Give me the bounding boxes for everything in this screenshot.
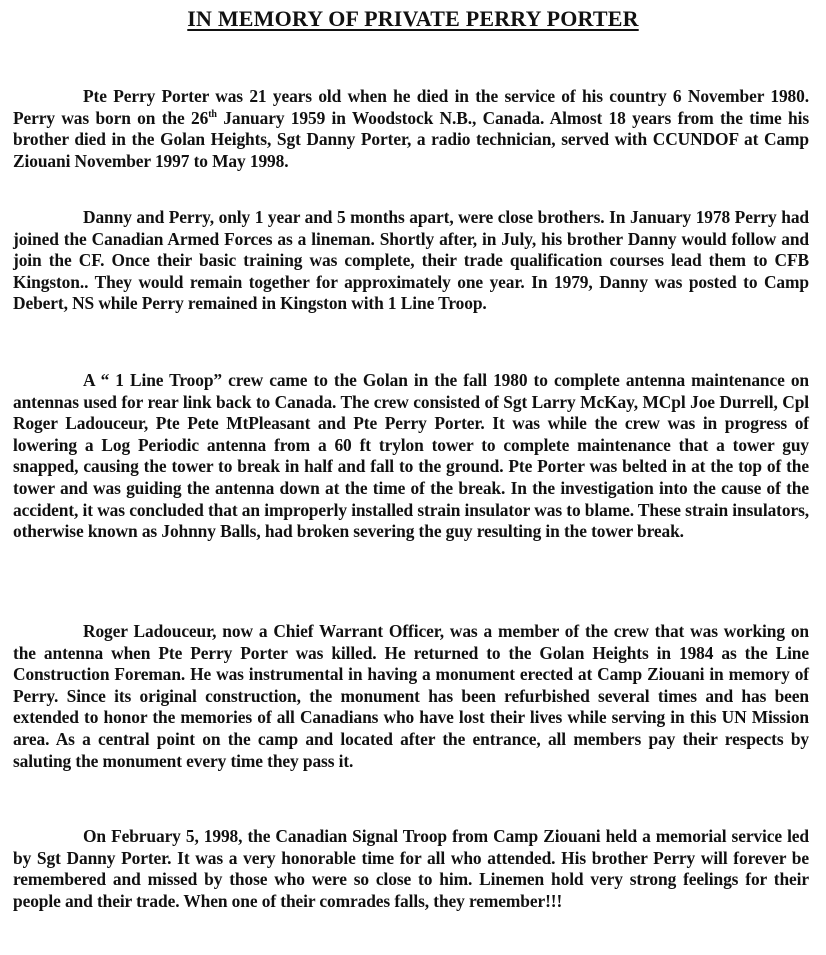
paragraph-monument: Roger Ladouceur, now a Chief Warrant Officer, was a member of the crew that was working on the antenna when Pte Perry Porter was killed. He returned to the Golan Heights in 1984 as the Line Construction Foreman. He was instrumental in having a monument erected at Camp Ziouani in memory of Perry. Since its original construction, the monument has been refurbished several times and has been extended to honor the memories of all Canadians who have lost their lives while serving in this UN Mission area. As a central point on the camp and located after the entrance, all members pay their respects by saluting the monument every time they pass it. <box>13 621 809 771</box>
paragraph-accident: A “ 1 Line Troop” crew came to the Golan in the fall 1980 to complete antenna maintenance on antennas used for rear link back to Canada. The crew consisted of Sgt Larry McKay, MCpl Joe Durrell, Cpl Roger Ladouceur, Pte Pete MtPleasant and Pte Perry Porter. It was while the crew was in progress of lowering a Log Periodic antenna from a 60 ft trylon tower to complete maintenance that a tower guy snapped, causing the tower to break in half and fall to the ground. Pte Porter was belted in at the top of the tower and was guiding the antenna down at the time of the break. In the investigation into the cause of the accident, it was concluded that an improperly installed strain insulator was to blame. These strain insulators, otherwise known as Johnny Balls, had broken severing the guy resulting in the tower break. <box>13 370 809 542</box>
paragraph-birth-text-start: Pte Perry Porter was 21 years old when he died in the service of his country 6 November 1980. Perry was born on the 26 <box>13 86 809 128</box>
ordinal-suffix: th <box>208 108 217 120</box>
paragraph-birth-text-end: January 1959 in Woodstock N.B., Canada. Almost 18 years from the time his brother died in the Golan Heights, Sgt Danny Porter, a radio technician, served with CCUNDOF at Camp Ziouani November 1997 to May 1998. <box>13 107 809 171</box>
paragraph-memorial: On February 5, 1998, the Canadian Signal Troop from Camp Ziouani held a memorial service led by Sgt Danny Porter. It was a very honorable time for all who attended. His brother Perry will forever be remembered and missed by those who were so close to him. Linemen hold very strong feelings for their people and their trade. When one of their comrades falls, they remember!!! <box>13 826 809 911</box>
paragraph-birth <box>13 86 809 172</box>
paragraph-brothers: Danny and Perry, only 1 year and 5 months apart, were close brothers. In January 1978 Perry had joined the Canadian Armed Forces as a lineman. Shortly after, in July, his brother Danny would follow and join the CF. Once their basic training was complete, their trade qualification courses lead them to CFB Kingston.. They would remain together for approximately one year. In 1979, Danny was posted to Camp Debert, NS while Perry remained in Kingston with 1 Line Troop. <box>13 207 809 314</box>
page-title <box>0 6 826 32</box>
page-title-text: IN MEMORY OF PRIVATE PERRY PORTER <box>187 6 639 31</box>
